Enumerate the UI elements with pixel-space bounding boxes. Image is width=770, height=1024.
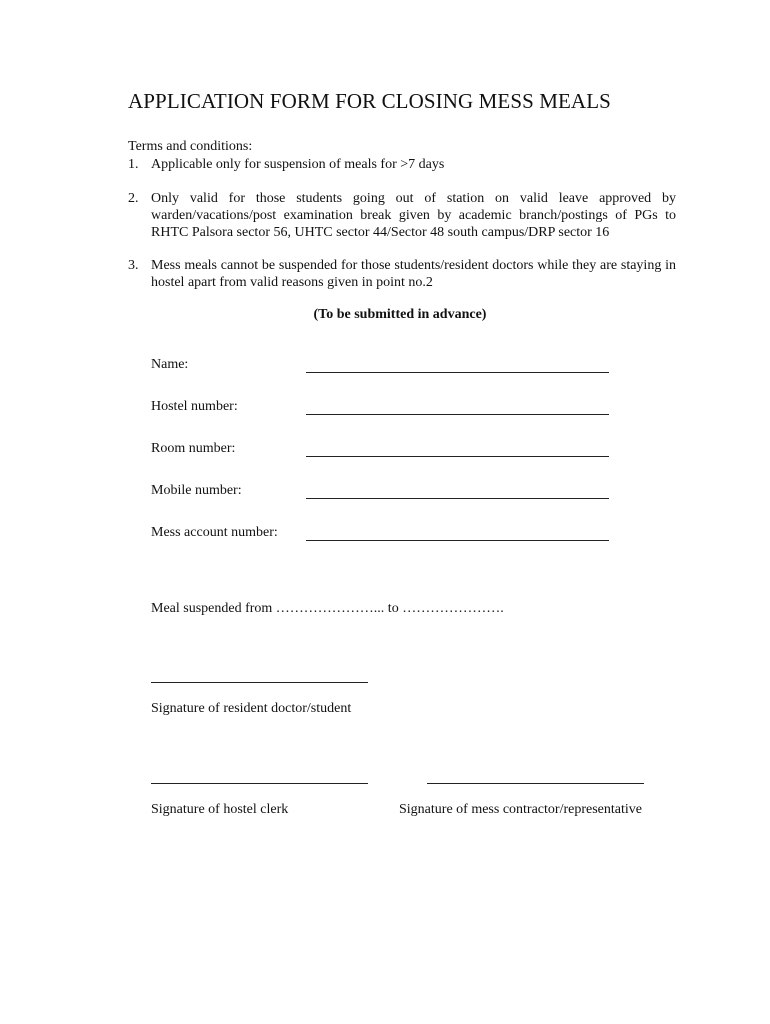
field-label-hostel-number: Hostel number: [151,399,238,414]
term-item-1 [128,156,676,173]
term-text: Only valid for those students going out of station on valid leave approved by warden/vacations/post examination break given by academic branch/postings of PGs to RHTC Palsora sector 56, UHTC sector 44/Sector 48 south campus/DRP sector 16 [151,191,676,240]
page-title: APPLICATION FORM FOR CLOSING MESS MEALS [128,89,611,113]
term-item-3 [128,257,676,291]
mess-account-number-field[interactable] [306,540,609,541]
room-number-field[interactable] [306,456,609,457]
field-label-name: Name: [151,357,189,372]
clerk-signature-label: Signature of hostel clerk [151,802,289,817]
advance-note: (To be submitted in advance) [313,307,487,322]
resident-signature-label: Signature of resident doctor/student [151,701,352,716]
resident-signature-field[interactable] [151,682,368,683]
field-label-room-number: Room number: [151,441,236,456]
hostel-number-field[interactable] [306,414,609,415]
term-text: Mess meals cannot be suspended for those students/resident doctors while they are staying in hostel apart from valid reasons given in point no.2 [151,258,676,290]
terms-heading: Terms and conditions: [128,139,253,154]
mobile-number-field[interactable] [306,498,609,499]
term-item-2 [128,190,676,241]
meal-suspended-line: Meal suspended from …………………... to …………………. [151,601,504,616]
term-number: 1. [128,157,139,172]
term-number: 2. [128,191,139,206]
field-label-mess-account-number: Mess account number: [151,525,278,540]
clerk-signature-field[interactable] [151,783,368,784]
contractor-signature-field[interactable] [427,783,644,784]
term-text: Applicable only for suspension of meals for >7 days [151,157,445,172]
field-label-mobile-number: Mobile number: [151,483,242,498]
name-field[interactable] [306,372,609,373]
term-number: 3. [128,258,139,273]
contractor-signature-label: Signature of mess contractor/representative [399,802,642,817]
